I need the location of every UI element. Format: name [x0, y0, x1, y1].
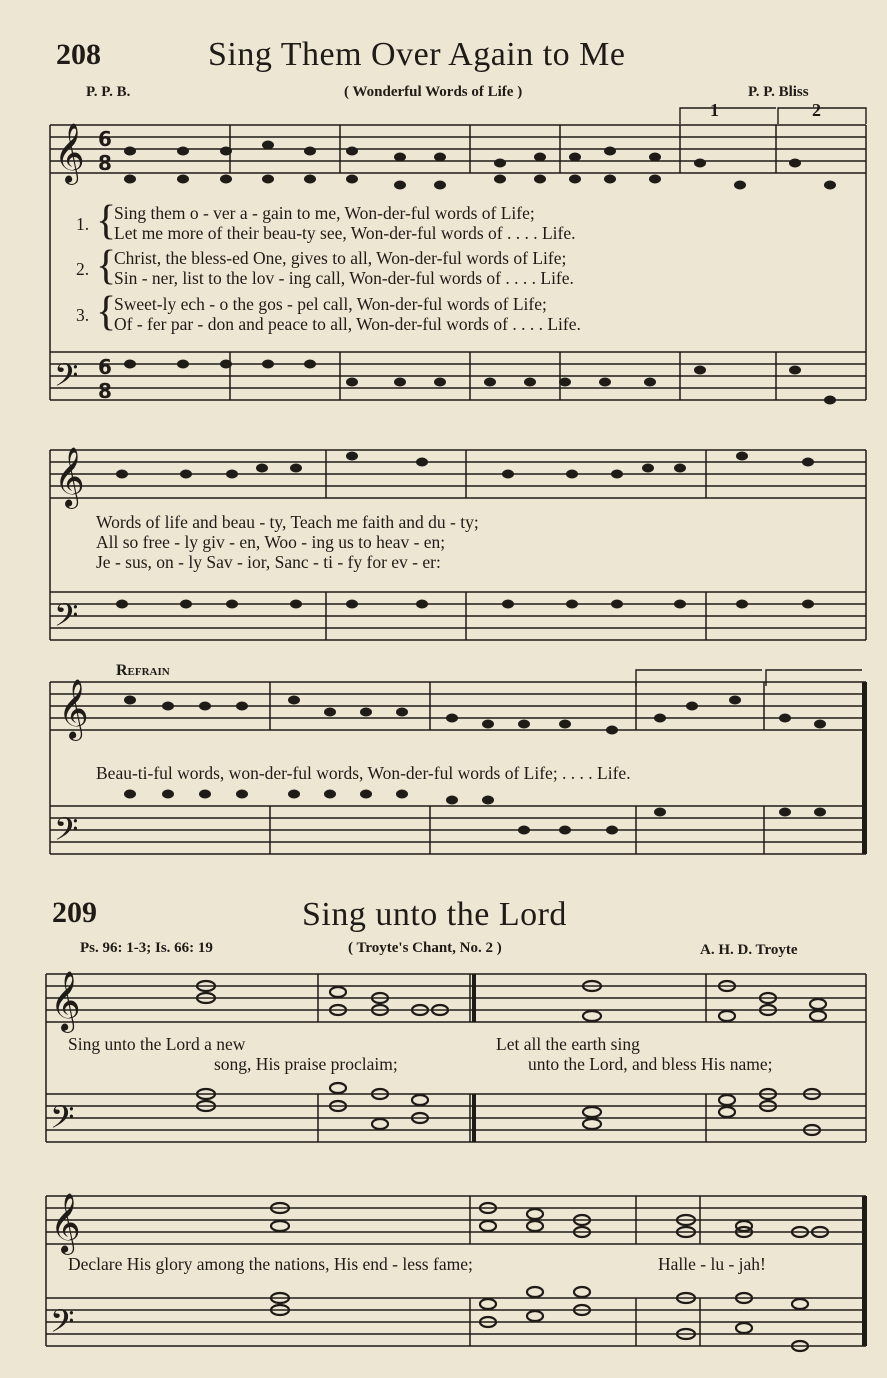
- svg-text:𝄢: 𝄢: [54, 811, 79, 855]
- verse-2-line-1: Christ, the bless-ed One, gives to all, Won-der-ful words of Life;: [114, 248, 567, 268]
- svg-text:𝄢: 𝄢: [50, 1303, 75, 1347]
- hymn-209-composer: A. H. D. Troyte: [700, 942, 798, 958]
- hymn-209-title: Sing unto the Lord: [302, 896, 567, 933]
- svg-text:𝄞: 𝄞: [50, 971, 81, 1031]
- ending-2-label: 2: [812, 100, 821, 120]
- svg-text:𝄢: 𝄢: [54, 357, 79, 401]
- refrain-text: Beau-ti-ful words, won-der-ful words, Won-der-ful words of Life; . . . . Life.: [96, 763, 631, 783]
- ending-1-label: 1: [710, 100, 719, 120]
- verse-1-number: 1.: [76, 214, 90, 234]
- svg-text:𝄢: 𝄢: [50, 1099, 75, 1143]
- verse-3-brace: {: [96, 289, 117, 335]
- hymn-209-number: 209: [52, 896, 97, 929]
- hymn-title: Sing Them Over Again to Me: [208, 36, 626, 73]
- chant-text-1a: Sing unto the Lord a new: [68, 1034, 246, 1054]
- verse-2-line-2: Sin - ner, list to the lov - ing call, Won-der-ful words of . . . . Life.: [114, 268, 574, 288]
- verse-3-line-2: Of - fer par - don and peace to all, Won-der-ful words of . . . . Life.: [114, 314, 581, 334]
- chant-text-1b: song, His praise proclaim;: [214, 1054, 398, 1074]
- words-author: P. P. B.: [86, 84, 131, 100]
- svg-text:𝄞: 𝄞: [58, 679, 89, 739]
- svg-text:8: 8: [98, 151, 112, 175]
- svg-text:6: 6: [98, 127, 112, 151]
- chant-text-4: Halle - lu - jah!: [658, 1254, 766, 1274]
- hymn-subtitle: ( Wonderful Words of Life ): [344, 84, 523, 100]
- verse-1-brace: {: [96, 198, 117, 244]
- chorus-line-3: Je - sus, on - ly Sav - ior, Sanc - ti - fy for ev - er:: [96, 552, 441, 572]
- verse-1-line-1: Sing them o - ver a - gain to me, Won-der-ful words of Life;: [114, 203, 535, 223]
- verse-2-brace: {: [96, 243, 117, 289]
- chorus-line-1: Words of life and beau - ty, Teach me faith and du - ty;: [96, 512, 479, 532]
- verse-3-line-1: Sweet-ly ech - o the gos - pel call, Won-der-ful words of Life;: [114, 294, 547, 314]
- verse-2-number: 2.: [76, 259, 90, 279]
- chant-text-2a: Let all the earth sing: [496, 1034, 640, 1054]
- chant-text-2b: unto the Lord, and bless His name;: [528, 1054, 773, 1074]
- svg-text:𝄞: 𝄞: [54, 447, 85, 507]
- hymn-209-subtitle: ( Troyte's Chant, No. 2 ): [348, 940, 502, 956]
- svg-text:8: 8: [98, 379, 112, 403]
- svg-text:𝄞: 𝄞: [50, 1193, 81, 1253]
- verse-3-number: 3.: [76, 305, 90, 325]
- chorus-line-2: All so free - ly giv - en, Woo - ing us to heav - en;: [96, 532, 446, 552]
- chant-text-3: Declare His glory among the nations, His end - less fame;: [68, 1254, 473, 1274]
- svg-text:6: 6: [98, 355, 112, 379]
- music-composer: P. P. Bliss: [748, 84, 809, 100]
- hymn-number: 208: [56, 38, 101, 71]
- verse-1-line-2: Let me more of their beau-ty see, Won-der-ful words of . . . . Life.: [114, 223, 576, 243]
- svg-text:𝄢: 𝄢: [54, 597, 79, 641]
- refrain-label: Refrain: [116, 662, 170, 679]
- svg-text:𝄞: 𝄞: [54, 123, 85, 183]
- hymn-209-scripture: Ps. 96: 1-3; Is. 66: 19: [80, 940, 213, 956]
